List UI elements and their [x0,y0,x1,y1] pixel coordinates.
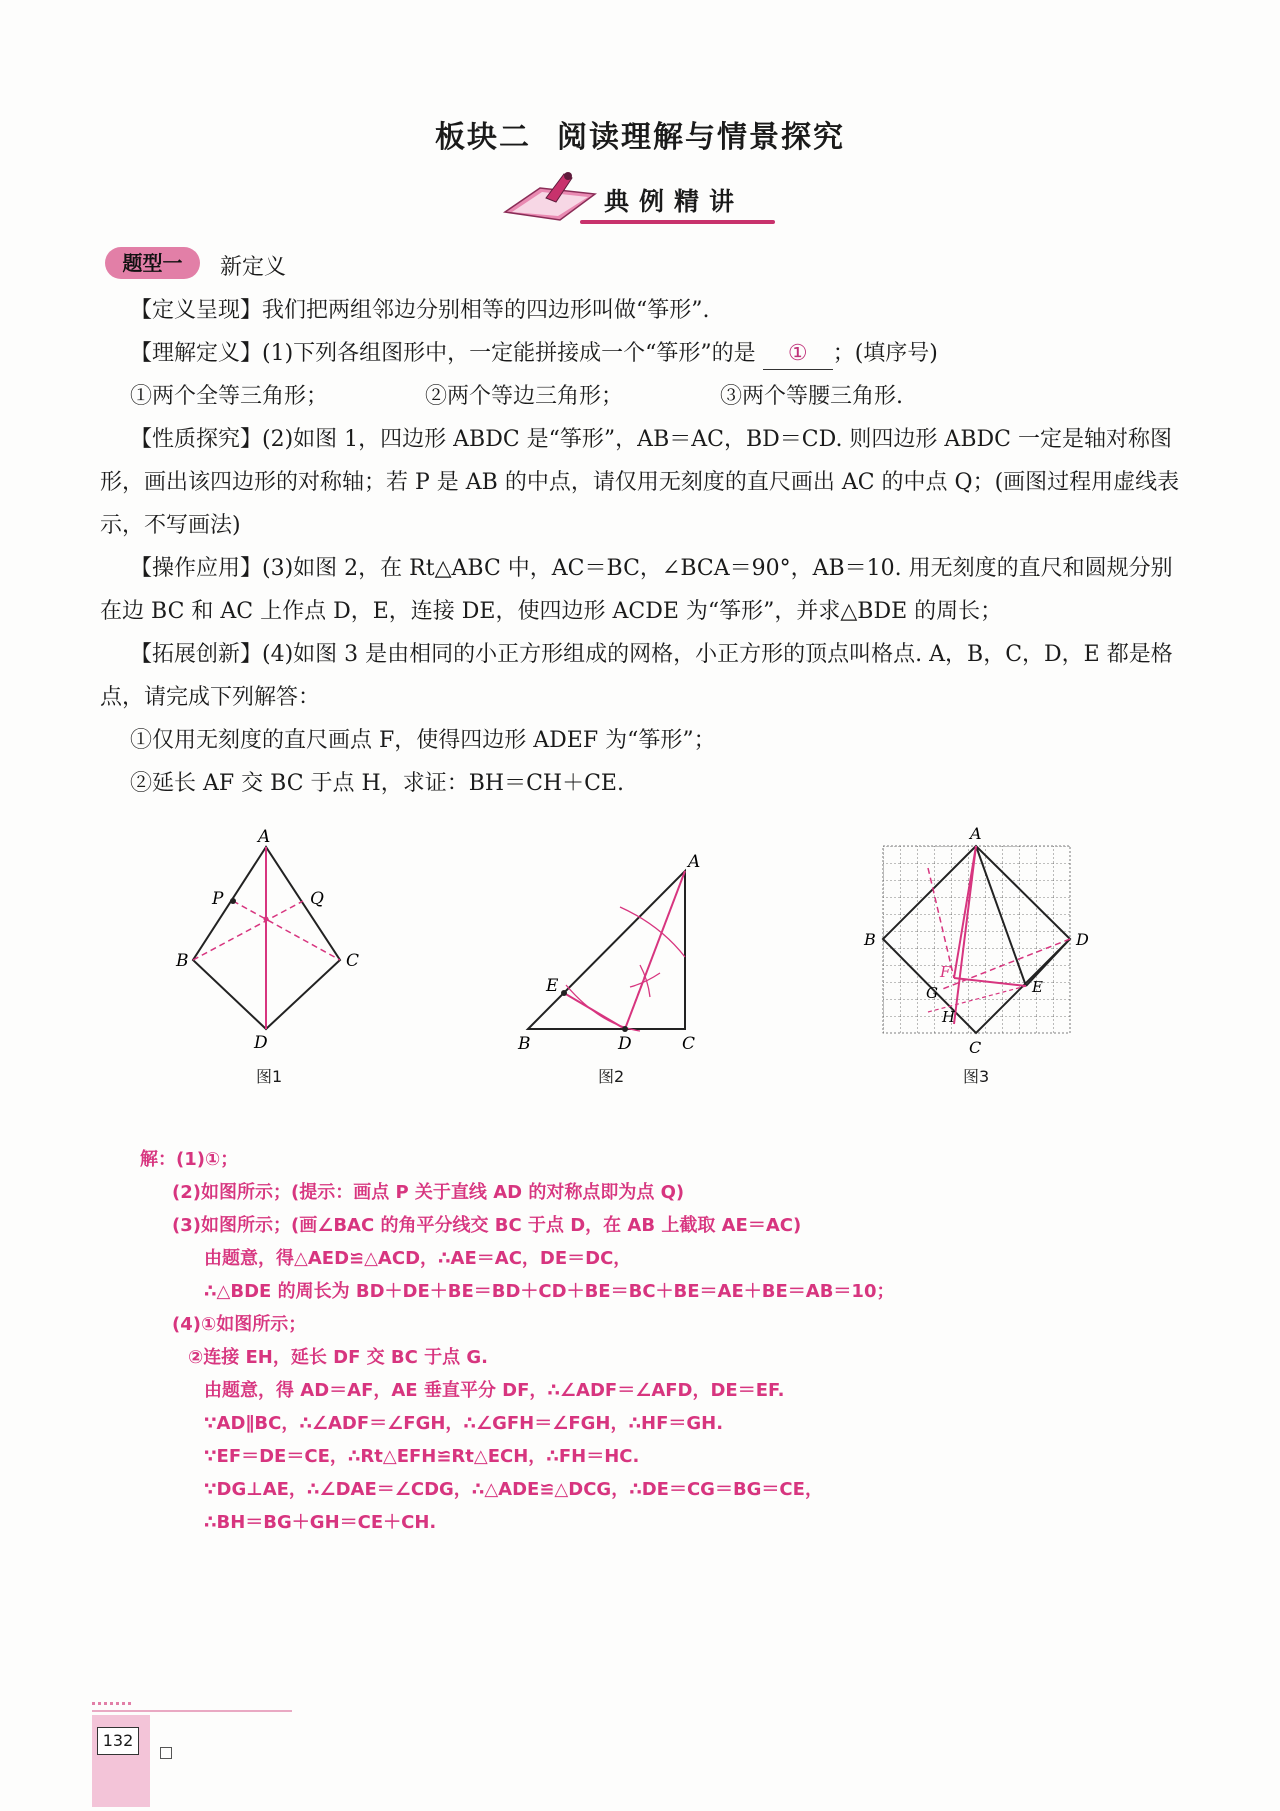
solution-line: ∴△BDE 的周长为 BD＋DE＋BE＝BD＋CD＋BE＝BC＋BE＝AE＋BE＝AB＝10； [204,1281,895,1302]
solution-line: 由题意，得△AED≌△ACD，∴AE＝AC，DE＝DC， [204,1248,632,1269]
fig1-label-q: Q [310,889,324,909]
question-4-part-2: ②延长 AF 交 BC 于点 H，求证：BH＝CH＋CE. [130,771,624,796]
fig2-label-c: C [682,1034,696,1054]
solution-line: (4)①如图所示； [172,1314,307,1335]
fig1-label-a: A [258,827,271,847]
page-title: 板块二 阅读理解与情景探究 [435,120,845,155]
fig3-label-b: B [864,930,876,949]
solution-line: 解：(1)①； [140,1149,239,1170]
footer-dots [92,1702,132,1705]
question-3: 【操作应用】(3)如图 2，在 Rt△ABC 中，AC＝BC，∠BCA＝90°，AB＝10. 用无刻度的直尺和圆规分别在边 BC 和 AC 上作点 D，E，连接 DE，使四边形 ACDE 为“筝形”，并求△BDE 的周长； [100,556,1173,624]
figure-1-kite [170,820,390,1055]
question-2: 【性质探究】(2)如图 1，四边形 ABDC 是“筝形”，AB＝AC，BD＝CD. 则四边形 ABDC 一定是轴对称图形，画出该四边形的对称轴；若 P 是 AB 的中点，请仅用无刻度的直尺画出 AC 的中点 Q；(画图过程用虚线表示，不写画法) [100,427,1180,538]
fig3-label-d: D [1076,930,1089,949]
figure-1-caption: 图1 [256,1067,283,1086]
solution-line: 由题意，得 AD＝AF，AE 垂直平分 DF，∴∠ADF＝∠AFD，DE＝EF. [204,1380,785,1401]
fig3-label-g: G [926,984,938,1002]
question-1: 【理解定义】(1)下列各组图形中，一定能拼接成一个“筝形”的是 ① ；(填序号) [100,332,1180,375]
solution-line: (3)如图所示；(画∠BAC 的角平分线交 BC 于点 D，在 AB 上截取 AE＝AC) [172,1215,802,1236]
solution-line: ∵EF＝DE＝CE，∴Rt△EFH≌Rt△ECH，∴FH＝HC. [204,1446,640,1467]
banner-underline [580,220,775,224]
answer-blank: ① [763,339,833,370]
fig3-label-h: H [942,1008,956,1026]
fig1-label-b: B [176,951,189,971]
fig1-label-d: D [254,1033,268,1053]
fig1-label-p: P [212,889,224,909]
fig3-label-c: C [969,1038,982,1057]
fig2-label-a: A [688,852,701,872]
question-type-title: 新定义 [220,255,287,280]
banner-title: 典例精讲 [604,187,745,216]
figure-3-caption: 图3 [963,1067,990,1086]
square-icon [160,1747,172,1759]
question-type-badge: 题型一 [105,247,200,279]
fig2-label-e: E [546,976,559,996]
question-1-options: ①两个全等三角形； ②两个等边三角形； ③两个等腰三角形. [130,384,903,409]
solution-line: ②连接 EH，延长 DF 交 BC 于点 G. [188,1347,488,1368]
question-4: 【拓展创新】(4)如图 3 是由相同的小正方形组成的网格，小正方形的顶点叫格点. A，B，C，D，E 都是格点，请完成下列解答： [100,642,1173,710]
solution-line: ∵DG⊥AE，∴∠DAE＝∠CDG，∴△ADE≌△DCG，∴DE＝CG＝BG＝CE， [204,1479,823,1500]
solution-line: ∴BH＝BG＋GH＝CE＋CH. [204,1512,437,1533]
question-4-part-1: ①仅用无刻度的直尺画点 F，使得四边形 ADEF 为“筝形”； [130,728,716,753]
fig3-label-f: F [940,963,951,981]
solution-line: ∵AD∥BC，∴∠ADF＝∠FGH，∴∠GFH＝∠FGH，∴HF＝GH. [204,1413,724,1434]
solution-block [140,1143,1100,1539]
definition-paragraph: 【定义呈现】我们把两组邻边分别相等的四边形叫做“筝形”. [130,298,710,323]
figure-2-caption: 图2 [598,1067,625,1086]
fig2-label-d: D [618,1034,632,1054]
figure-3-grid [860,820,1110,1065]
fig2-label-b: B [518,1034,531,1054]
page-number: 132 [97,1727,139,1755]
footer-rule [92,1710,292,1712]
fig3-label-e: E [1032,978,1043,996]
figure-2-triangle [510,845,715,1055]
fig3-label-a: A [970,824,982,843]
solution-line: (2)如图所示；(提示：画点 P 关于直线 AD 的对称点即为点 Q) [172,1182,685,1203]
fig1-label-c: C [346,951,360,971]
